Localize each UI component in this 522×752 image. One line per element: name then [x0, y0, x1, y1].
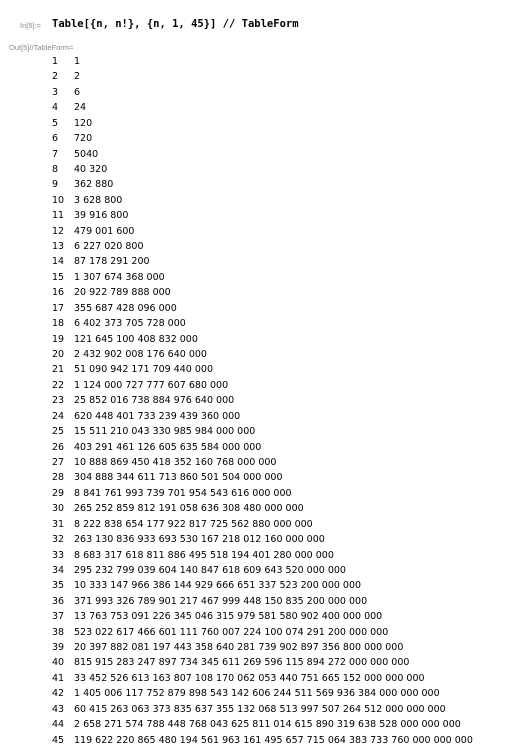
table-row [48, 347, 473, 362]
n-value: 22 [52, 379, 65, 391]
n-value: 39 [52, 642, 65, 654]
table-row [48, 131, 473, 146]
n-value: 31 [52, 518, 65, 530]
n-value: 16 [52, 287, 65, 299]
factorial-value: 87 178 291 200 [74, 256, 150, 268]
n-value: 40 [52, 657, 65, 669]
table-row [48, 270, 473, 285]
factorial-value: 40 320 [74, 163, 108, 175]
table-row [48, 147, 473, 162]
table-row [48, 609, 473, 624]
factorial-value: 3 628 800 [74, 194, 123, 206]
factorial-value: 523 022 617 466 601 111 760 007 224 100 074 291 200 000 000 [74, 626, 389, 638]
table-row [48, 671, 473, 686]
factorial-value: 8 683 317 618 811 886 495 518 194 401 280 000 000 [74, 549, 334, 561]
table-row [48, 501, 473, 516]
n-value: 44 [52, 719, 65, 731]
factorial-value: 371 993 326 789 901 217 467 999 448 150 835 200 000 000 [74, 595, 368, 607]
factorial-value: 20 922 789 888 000 [74, 287, 171, 299]
n-value: 15 [52, 271, 65, 283]
factorial-value: 479 001 600 [74, 225, 135, 237]
factorial-value: 815 915 283 247 897 734 345 611 269 596 115 894 272 000 000 000 [74, 657, 410, 669]
input-cell-code[interactable]: Table[{n, n!}, {n, 1, 45}] // TableForm [52, 18, 299, 30]
table-row [48, 640, 473, 655]
table-row [48, 208, 473, 223]
factorial-value: 25 852 016 738 884 976 640 000 [74, 395, 235, 407]
n-value: 24 [52, 410, 65, 422]
factorial-value: 2 432 902 008 176 640 000 [74, 349, 207, 361]
table-row [48, 686, 473, 701]
n-value: 27 [52, 456, 65, 468]
table-row [48, 532, 473, 547]
n-value: 25 [52, 426, 65, 438]
table-row [48, 733, 473, 748]
table-row [48, 193, 473, 208]
factorial-value: 8 841 761 993 739 701 954 543 616 000 000 [74, 487, 292, 499]
output-table[interactable] [48, 54, 473, 748]
table-row [48, 224, 473, 239]
factorial-value: 8 222 838 654 177 922 817 725 562 880 000 000 [74, 518, 313, 530]
n-value: 2 [52, 71, 59, 83]
n-value: 34 [52, 564, 65, 576]
table-row [48, 239, 473, 254]
table-row [48, 548, 473, 563]
n-value: 41 [52, 672, 65, 684]
factorial-value: 5040 [74, 148, 99, 160]
factorial-value: 120 [74, 117, 93, 129]
n-value: 21 [52, 364, 65, 376]
table-row [48, 702, 473, 717]
table-row [48, 54, 473, 69]
factorial-value: 620 448 401 733 239 439 360 000 [74, 410, 241, 422]
n-value: 37 [52, 611, 65, 623]
n-value: 18 [52, 318, 65, 330]
factorial-value: 403 291 461 126 605 635 584 000 000 [74, 441, 262, 453]
table-row [48, 362, 473, 377]
table-row [48, 316, 473, 331]
factorial-value: 304 888 344 611 713 860 501 504 000 000 [74, 472, 283, 484]
n-value: 12 [52, 225, 65, 237]
n-value: 30 [52, 503, 65, 515]
n-value: 10 [52, 194, 65, 206]
n-value: 28 [52, 472, 65, 484]
factorial-value: 2 658 271 574 788 448 768 043 625 811 014 615 890 319 638 528 000 000 000 [74, 719, 461, 731]
factorial-value: 51 090 942 171 709 440 000 [74, 364, 214, 376]
table-row [48, 470, 473, 485]
table-row [48, 717, 473, 732]
n-value: 26 [52, 441, 65, 453]
factorial-value: 6 [74, 86, 81, 98]
n-value: 17 [52, 302, 65, 314]
factorial-value: 1 405 006 117 752 879 898 543 142 606 244 511 569 936 384 000 000 000 [74, 688, 440, 700]
n-value: 11 [52, 210, 65, 222]
output-cell-label: Out[5]//TableForm= [9, 43, 74, 52]
factorial-value: 121 645 100 408 832 000 [74, 333, 198, 345]
table-row [48, 594, 473, 609]
table-row [48, 440, 473, 455]
factorial-value: 263 130 836 933 693 530 167 218 012 160 000 000 [74, 534, 325, 546]
table-row [48, 517, 473, 532]
table-row [48, 85, 473, 100]
table-row [48, 332, 473, 347]
table-row [48, 486, 473, 501]
table-row [48, 116, 473, 131]
factorial-value: 24 [74, 102, 87, 114]
factorial-value: 2 [74, 71, 81, 83]
table-row [48, 424, 473, 439]
n-value: 7 [52, 148, 59, 160]
n-value: 35 [52, 580, 65, 592]
factorial-value: 20 397 882 081 197 443 358 640 281 739 902 897 356 800 000 000 [74, 642, 404, 654]
factorial-value: 15 511 210 043 330 985 984 000 000 [74, 426, 256, 438]
table-row [48, 393, 473, 408]
factorial-value: 6 402 373 705 728 000 [74, 318, 186, 330]
n-value: 1 [52, 56, 59, 67]
factorial-value: 119 622 220 865 480 194 561 963 161 495 657 715 064 383 733 760 000 000 000 [74, 734, 473, 746]
factorial-value: 6 227 020 800 [74, 241, 144, 253]
table-row [48, 69, 473, 84]
n-value: 20 [52, 349, 65, 361]
n-value: 43 [52, 703, 65, 715]
factorial-value: 39 916 800 [74, 210, 129, 222]
table-row [48, 655, 473, 670]
n-value: 42 [52, 688, 65, 700]
n-value: 4 [52, 102, 59, 114]
input-cell-label: In[5]:= [20, 21, 42, 30]
factorial-value: 1 124 000 727 777 607 680 000 [74, 379, 229, 391]
n-value: 32 [52, 534, 65, 546]
n-value: 5 [52, 117, 59, 129]
n-value: 19 [52, 333, 65, 345]
table-row [48, 409, 473, 424]
n-value: 13 [52, 241, 65, 253]
factorial-value: 13 763 753 091 226 345 046 315 979 581 580 902 400 000 000 [74, 611, 383, 623]
table-row [48, 455, 473, 470]
table-row [48, 625, 473, 640]
n-value: 33 [52, 549, 65, 561]
n-value: 23 [52, 395, 65, 407]
factorial-value: 720 [74, 133, 93, 145]
factorial-value: 362 880 [74, 179, 114, 191]
factorial-value: 355 687 428 096 000 [74, 302, 177, 314]
n-value: 3 [52, 86, 59, 98]
n-value: 9 [52, 179, 59, 191]
factorial-value: 60 415 263 063 373 835 637 355 132 068 513 997 507 264 512 000 000 000 [74, 703, 446, 715]
n-value: 45 [52, 734, 65, 746]
factorial-value: 1 307 674 368 000 [74, 271, 165, 283]
n-value: 36 [52, 595, 65, 607]
factorial-value: 33 452 526 613 163 807 108 170 062 053 440 751 665 152 000 000 000 [74, 672, 425, 684]
factorial-value: 1 [74, 56, 81, 67]
factorial-value: 10 333 147 966 386 144 929 666 651 337 523 200 000 000 [74, 580, 362, 592]
n-value: 6 [52, 133, 59, 145]
table-row [48, 162, 473, 177]
n-value: 29 [52, 487, 65, 499]
factorial-value: 10 888 869 450 418 352 160 768 000 000 [74, 456, 277, 468]
n-value: 38 [52, 626, 65, 638]
table-row [48, 378, 473, 393]
table-row [48, 285, 473, 300]
table-row [48, 563, 473, 578]
table-row [48, 301, 473, 316]
factorial-value: 265 252 859 812 191 058 636 308 480 000 000 [74, 503, 304, 515]
n-value: 14 [52, 256, 65, 268]
table-row [48, 578, 473, 593]
table-row [48, 177, 473, 192]
factorial-value: 295 232 799 039 604 140 847 618 609 643 520 000 000 [74, 564, 346, 576]
table-row [48, 254, 473, 269]
n-value: 8 [52, 163, 59, 175]
table-row [48, 100, 473, 115]
